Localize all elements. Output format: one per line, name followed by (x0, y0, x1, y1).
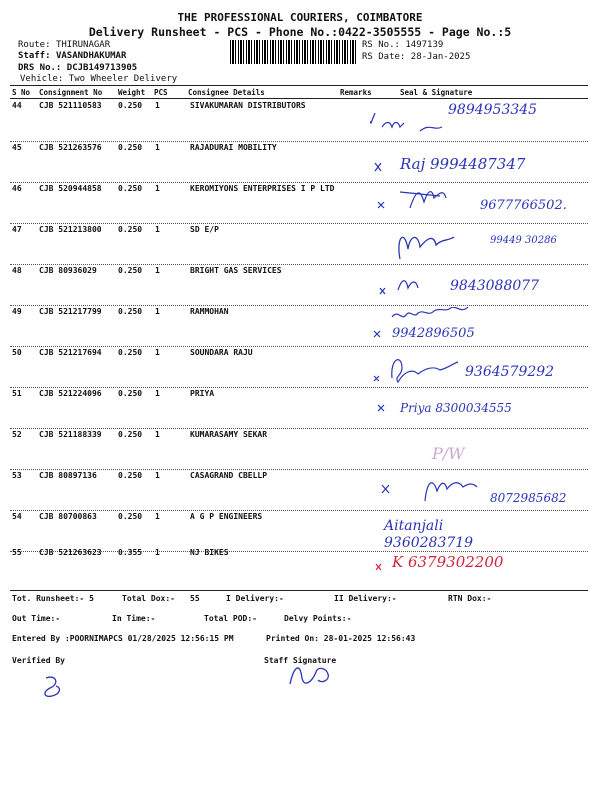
row-divider (10, 264, 588, 265)
delvy-points: Delvy Points:- (284, 614, 352, 623)
col-header-pcs: PCS (154, 88, 168, 97)
tot-runsheet: Tot. Runsheet:- 5 (12, 594, 94, 603)
total-pod: Total POD:- (204, 614, 257, 623)
staff-value: VASANDHAKUMAR (55, 51, 127, 61)
table-row (0, 143, 600, 184)
table-row (0, 307, 600, 348)
drs-label: DRS No.: (18, 63, 62, 73)
row-signature (370, 184, 595, 224)
row-signature (370, 548, 595, 588)
row-consignee: KUMARASAMY SEKAR (190, 430, 268, 439)
table-row (0, 548, 600, 589)
table-row (0, 225, 600, 266)
drs-line (18, 63, 137, 73)
row-consignment: CJB 520944858 (39, 184, 102, 193)
handwritten-number: 9894953345 (448, 102, 538, 118)
total-dox-label: Total Dox:- (122, 594, 175, 603)
rs-no-value: 1497139 (405, 40, 444, 50)
row-sno: 52 (12, 430, 22, 439)
staff-signature-scribble (280, 654, 350, 694)
company-title: THE PROFESSIONAL COURIERS, COIMBATORE (177, 11, 423, 24)
vehicle-label: Vehicle: (20, 74, 64, 84)
row-weight: 0.250 (118, 471, 143, 480)
row-sno: 47 (12, 225, 22, 234)
staff-line (18, 51, 126, 61)
rs-date-value: 28-Jan-2025 (410, 52, 471, 62)
row-signature (370, 101, 595, 141)
rs-date-line (362, 52, 470, 62)
row-signature (370, 471, 595, 511)
col-header-consignment: Consignment No (39, 88, 103, 97)
row-signature (370, 266, 595, 306)
row-sno: 45 (12, 143, 22, 152)
table-row (0, 389, 600, 430)
row-divider (10, 346, 588, 347)
row-pcs: 1 (155, 512, 160, 521)
row-weight: 0.250 (118, 225, 143, 234)
vehicle-line (20, 74, 177, 84)
header-bottom-rule (10, 98, 588, 99)
col-header-sno: S No (12, 88, 31, 97)
route-label: Route: (18, 40, 51, 50)
row-signature (370, 225, 595, 265)
row-consignee: CASAGRAND CBELLP (190, 471, 268, 480)
handwritten-number: 8072985682 (490, 491, 567, 505)
row-divider (10, 182, 588, 183)
row-signature (370, 307, 595, 347)
table-row (0, 512, 600, 553)
row-pcs: 1 (155, 389, 160, 398)
row-consignment: CJB 521263623 (39, 548, 102, 557)
row-consignee: SIVAKUMARAN DISTRIBUTORS (190, 101, 306, 110)
row-consignee: NJ BIKES (190, 548, 229, 557)
row-sno: 51 (12, 389, 22, 398)
row-consignment: CJB 521217694 (39, 348, 102, 357)
row-divider (10, 387, 588, 388)
printed-on: Printed On: 28-01-2025 12:56:43 (266, 634, 416, 643)
row-sno: 46 (12, 184, 22, 193)
row-pcs: 1 (155, 266, 160, 275)
handwritten-number: K 6379302200 (392, 553, 504, 571)
signature-scribble (370, 225, 595, 265)
row-consignee: PRIYA (190, 389, 215, 398)
row-consignment: CJB 80897136 (39, 471, 97, 480)
table-row (0, 184, 600, 225)
row-pcs: 1 (155, 143, 160, 152)
row-consignment: CJB 80700863 (39, 512, 97, 521)
row-weight: 0.250 (118, 430, 143, 439)
row-pcs: 1 (155, 348, 160, 357)
row-divider (10, 223, 588, 224)
row-sno: 53 (12, 471, 22, 480)
table-row (0, 348, 600, 389)
row-consignee: BRIGHT GAS SERVICES (190, 266, 282, 275)
route-value: THIRUNAGAR (55, 40, 111, 50)
handwritten-mark: P/W (432, 444, 465, 463)
route-line (18, 40, 110, 50)
row-pcs: 1 (155, 471, 160, 480)
row-weight: 0.250 (118, 266, 143, 275)
verified-by: Verified By (12, 656, 65, 665)
row-consignee: A G P ENGINEERS (190, 512, 263, 521)
col-header-consignee: Consignee Details (188, 88, 265, 97)
row-consignment: CJB 521213800 (39, 225, 102, 234)
vehicle-value: Two Wheeler Delivery (68, 74, 178, 84)
handwritten-number: 9364579292 (465, 364, 555, 380)
row-weight: 0.250 (118, 184, 143, 193)
row-consignment: CJB 521217799 (39, 307, 102, 316)
row-sno: 48 (12, 266, 22, 275)
handwritten-number: Priya 8300034555 (400, 401, 512, 415)
row-pcs: 1 (155, 184, 160, 193)
rs-no-label: RS No.: (362, 40, 400, 50)
entered-by: Entered By :POORNIMAPCS 01/28/2025 12:56:15 PM (12, 634, 234, 643)
handwritten-number: 9677766502. (480, 198, 567, 213)
rtn-dox: RTN Dox:- (448, 594, 492, 603)
table-row (0, 471, 600, 512)
table-row (0, 101, 600, 142)
staff-signature: Staff Signature (264, 656, 337, 665)
row-weight: 0.250 (118, 389, 143, 398)
row-weight: 0.250 (118, 307, 143, 316)
row-sno: 54 (12, 512, 22, 521)
barcode-image (230, 40, 358, 64)
row-pcs: 1 (155, 101, 160, 110)
row-weight: 0.355 (118, 548, 143, 557)
in-time: In Time:- (112, 614, 156, 623)
row-sno: 50 (12, 348, 22, 357)
runsheet-title: Delivery Runsheet - PCS - Phone No.:0422-3505555 - Page No.:5 (88, 25, 512, 39)
row-signature (370, 143, 595, 183)
row-consignment: CJB 521188339 (39, 430, 102, 439)
row-divider (10, 141, 588, 142)
row-consignee: SOUNDARA RAJU (190, 348, 253, 357)
row-consignee: RAMMOHAN (190, 307, 229, 316)
tick-mark (370, 143, 595, 183)
drs-value: DCJB149713905 (66, 63, 138, 73)
row-divider (10, 510, 588, 511)
row-divider (10, 305, 588, 306)
table-row (0, 266, 600, 307)
handwritten-number: Raj 9994487347 (400, 155, 526, 173)
row-signature (370, 512, 595, 552)
ii-delivery: II Delivery:- (334, 594, 397, 603)
row-sno: 44 (12, 101, 22, 110)
col-header-remarks: Remarks (340, 88, 372, 97)
row-weight: 0.250 (118, 512, 143, 521)
handwritten-number: 99449 30286 (490, 235, 557, 246)
col-header-signature: Seal & Signature (400, 88, 473, 97)
col-header-weight: Weight (118, 88, 146, 97)
i-delivery: I Delivery:- (226, 594, 284, 603)
verifier-signature-scribble (38, 672, 78, 702)
row-divider (10, 428, 588, 429)
row-consignment: CJB 80936029 (39, 266, 97, 275)
total-dox-value: 55 (190, 594, 200, 603)
table-row (0, 430, 600, 471)
row-pcs: 1 (155, 307, 160, 316)
header-top-rule (10, 85, 588, 86)
row-consignee: RAJADURAI MOBILITY (190, 143, 277, 152)
row-weight: 0.250 (118, 348, 143, 357)
row-sno: 49 (12, 307, 22, 316)
rs-no-line (362, 40, 443, 50)
summary-top-rule (10, 590, 588, 591)
row-divider (10, 469, 588, 470)
staff-label: Staff: (18, 51, 51, 61)
handwritten-number: 9942896505 (392, 326, 475, 341)
row-weight: 0.250 (118, 143, 143, 152)
row-pcs: 1 (155, 225, 160, 234)
row-consignee: SD E/P (190, 225, 219, 234)
row-signature (370, 430, 595, 470)
row-weight: 0.250 (118, 101, 143, 110)
out-time: Out Time:- (12, 614, 61, 623)
row-pcs: 1 (155, 548, 160, 557)
row-consignment: CJB 521224096 (39, 389, 102, 398)
row-consignment: CJB 521263576 (39, 143, 102, 152)
row-sno: 55 (12, 548, 22, 557)
handwritten-number: 9843088077 (450, 278, 540, 294)
row-signature (370, 389, 595, 429)
row-signature (370, 348, 595, 388)
row-consignee: KEROMIYONS ENTERPRISES I P LTD (190, 184, 335, 193)
row-pcs: 1 (155, 430, 160, 439)
signature-scribble (370, 101, 595, 141)
rs-date-label: RS Date: (362, 52, 406, 62)
row-consignment: CJB 521110583 (39, 101, 102, 110)
handwritten-name-number: Aitanjali 9360283719 (384, 518, 474, 551)
